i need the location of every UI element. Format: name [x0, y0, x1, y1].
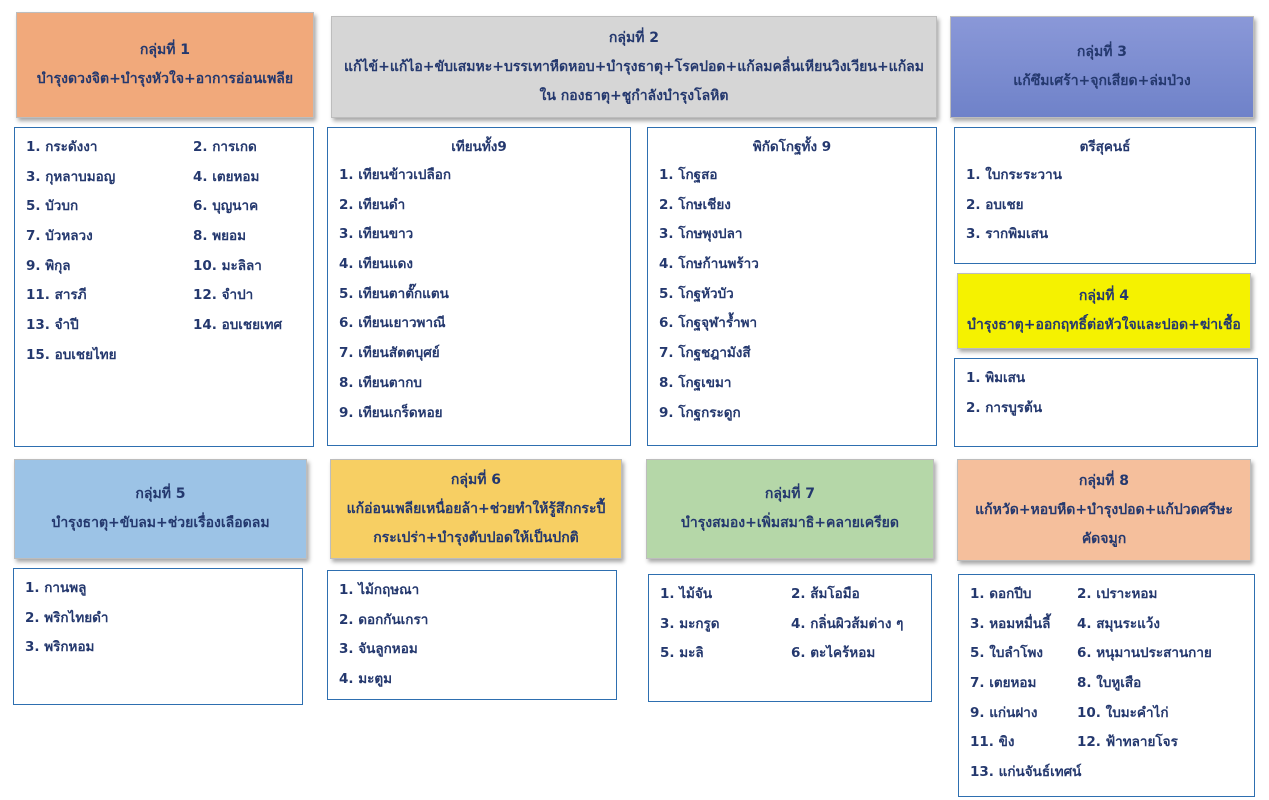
group-3-title: กลุ่มที่ 3 [1076, 44, 1128, 60]
group-1-header [16, 12, 314, 118]
list-item: 3. กุหลาบมอญ [26, 168, 116, 185]
list-item: 9. แก่นฝาง [970, 704, 1038, 721]
group-4-list-box [954, 358, 1258, 447]
list-item: 3. รากพิมเสน [966, 226, 1049, 243]
group-2-subtitle-line2: ใน กองธาตุ+ชูกำลังบำรุงโลหิต [539, 87, 729, 104]
group-2-kot-title: พิกัดโกฐทั้ง 9 [752, 139, 832, 155]
list-item: 1. กระดังงา [26, 139, 98, 155]
group-7-list-left [660, 580, 720, 669]
group-6-title: กลุ่มที่ 6 [450, 471, 502, 488]
group-1-title: กลุ่มที่ 1 [139, 42, 191, 58]
list-item: 9. พิกุล [26, 257, 71, 274]
list-item: 1. โกฐสอ [659, 167, 718, 183]
list-item: 5. เทียนตาตั๊กแตน [339, 285, 449, 302]
group-4-title: กลุ่มที่ 4 [1078, 288, 1130, 304]
list-item: 7. โกฐชฎามังสี [659, 345, 751, 362]
group-2-subtitle-line1: แก้ไข้+แก้ไอ+ขับเสมหะ+บรรเทาหืดหอบ+บำรุงธาตุ+โรคปอด+แก้ลมคลื่นเหียนวิงเวียน+แก้ลม [343, 58, 924, 75]
list-item: 5. บัวบก [26, 198, 79, 215]
list-item: 7. บัวหลวง [26, 228, 93, 245]
group-3-list-title: ตรีสุคนธ์ [1079, 139, 1131, 155]
list-item: 13. จำปี [26, 317, 79, 334]
list-item: 8. โกฐเขมา [659, 374, 732, 391]
group-6-header [330, 459, 622, 559]
group-3-list-box [954, 127, 1256, 264]
group-5-header [14, 459, 307, 559]
group-3-list [966, 161, 1255, 250]
group-8-list-right [1077, 580, 1212, 758]
group-6-subtitle-line1: แก้อ่อนเพลียเหนื่อยล้า+ช่วยทำให้รู้สึกกระปี้ [346, 500, 606, 517]
list-item: 4. กลิ่นผิวส้มต่าง ๆ [791, 615, 904, 632]
list-item: 2. พริกไทยดำ [25, 609, 109, 626]
list-item: 1. พิมเสน [966, 370, 1026, 386]
group-4-subtitle: บำรุงธาตุ+ออกฤทธิ์ต่อหัวใจและปอด+ฆ่าเชื้อ [967, 317, 1241, 333]
group-7-header [646, 459, 934, 559]
list-item: 6. หนุมานประสานกาย [1077, 645, 1212, 662]
group-8-subtitle-line1: แก้หวัด+หอบหืด+บำรุงปอด+แก้ปวดศรีษะ [975, 501, 1233, 518]
list-item: 5. โกฐหัวบัว [659, 285, 734, 302]
group-2-title: กลุ่มที่ 2 [608, 29, 660, 46]
list-item: 7. เทียนสัตตบุศย์ [339, 345, 440, 362]
list-item: 9. เทียนเกร็ดหอย [339, 404, 443, 421]
list-item: 2. เปราะหอม [1077, 586, 1158, 602]
list-item: 6. ตะไคร้หอม [791, 645, 876, 662]
list-item: 3. พริกหอม [25, 639, 95, 656]
group-4-header [957, 273, 1251, 349]
group-5-subtitle: บำรุงธาตุ+ขับลม+ช่วยเรื่องเลือดลม [51, 515, 270, 531]
group-2-tian-box [327, 127, 631, 446]
list-item: 10. ใบมะคำไก่ [1077, 704, 1169, 721]
group-1-list-right [193, 133, 282, 341]
list-item: 6. โกฐจุฬาร้ำพา [659, 315, 758, 332]
group-6-list [339, 576, 616, 695]
list-item: 4. เตยหอม [193, 168, 260, 185]
list-item: 10. มะลิลา [193, 257, 262, 274]
list-item: 2. ส้มโอมือ [791, 586, 860, 602]
list-item: 1. เทียนข้าวเปลือก [339, 167, 452, 183]
group-2-kot-list [659, 161, 936, 428]
group-2-tian-list [339, 161, 630, 428]
group-3-subtitle: แก้ซึมเศร้า+จุกเสียด+ล่มป่วง [1013, 73, 1191, 89]
group-7-title: กลุ่มที่ 7 [764, 486, 816, 502]
list-item: 5. ใบลำโพง [970, 645, 1043, 662]
list-item: 11. ขิง [970, 734, 1015, 751]
list-item: 1. กานพลู [25, 580, 87, 596]
list-item: 4. สมุนระแว้ง [1077, 615, 1160, 632]
list-item: 4. มะตูม [339, 671, 393, 688]
group-2-kot-box [647, 127, 937, 446]
group-7-list-right [791, 580, 903, 669]
group-1-list-box [14, 127, 314, 447]
group-7-list-box [648, 574, 932, 702]
list-item: 2. การบูรต้น [966, 399, 1043, 416]
list-item: 2. โกษเชียง [659, 196, 731, 213]
group-2-tian-title: เทียนทั้ง9 [451, 139, 507, 155]
list-item: 8. ใบหูเสือ [1077, 675, 1142, 692]
group-7-subtitle: บำรุงสมอง+เพิ่มสมาธิ+คลายเครียด [681, 515, 899, 531]
group-6-subtitle-line2: กระเปร่า+บำรุงตับปอดให้เป็นปกติ [373, 529, 579, 546]
group-1-list-left [26, 133, 117, 371]
list-item: 15. อบเชยไทย [26, 346, 117, 363]
group-8-list-box [958, 574, 1255, 797]
list-item: 5. มะลิ [660, 645, 704, 662]
list-item: 8. พยอม [193, 228, 247, 245]
group-8-header [957, 459, 1251, 561]
list-item: 14. อบเชยเทศ [193, 317, 283, 334]
list-item: 1. ไม้กฤษณา [339, 582, 420, 598]
list-item: 6. เทียนเยาวพาณี [339, 315, 446, 332]
group-2-header [331, 16, 937, 118]
group-4-list [966, 364, 1257, 423]
list-item: 9. โกฐกระดูก [659, 404, 741, 421]
list-item: 12. ฟ้าทลายโจร [1077, 734, 1178, 751]
group-8-subtitle-line2: คัดจมูก [1081, 530, 1127, 547]
list-item: 3. มะกรูด [660, 615, 720, 632]
group-1-subtitle: บำรุงดวงจิต+บำรุงหัวใจ+อาการอ่อนเพลีย [36, 71, 294, 87]
list-item: 1. ไม้จัน [660, 586, 713, 602]
group-6-list-box [327, 570, 617, 700]
group-8-title: กลุ่มที่ 8 [1078, 472, 1130, 489]
group-3-header [950, 16, 1254, 118]
list-item: 3. โกษพุงปลา [659, 226, 743, 243]
list-item: 6. บุญนาค [193, 198, 259, 215]
list-item: 8. เทียนตากบ [339, 374, 422, 391]
list-item: 2. การเกด [193, 139, 257, 155]
list-item: 2. ดอกกันเกรา [339, 611, 429, 628]
list-item: 12. จำปา [193, 287, 254, 304]
list-item: 11. สารภี [26, 287, 87, 304]
list-item: 4. เทียนแดง [339, 256, 413, 273]
group-5-list [25, 574, 302, 663]
list-item: 13. แก่นจันธ์เทศน์ [970, 764, 1082, 781]
list-item: 2. อบเชย [966, 196, 1024, 213]
list-item: 4. โกษก้านพร้าว [659, 256, 759, 273]
list-item: 1. ดอกปีบ [970, 586, 1032, 602]
list-item: 1. ใบกระระวาน [966, 167, 1062, 183]
group-5-list-box [13, 568, 303, 705]
list-item: 3. เทียนขาว [339, 226, 414, 243]
group-8-list-left [970, 580, 1081, 788]
list-item: 3. หอมหมื่นลี้ [970, 615, 1051, 632]
group-5-title: กลุ่มที่ 5 [135, 486, 186, 502]
list-item: 3. จันลูกหอม [339, 641, 418, 658]
list-item: 7. เตยหอม [970, 675, 1037, 692]
list-item: 2. เทียนดำ [339, 196, 406, 213]
